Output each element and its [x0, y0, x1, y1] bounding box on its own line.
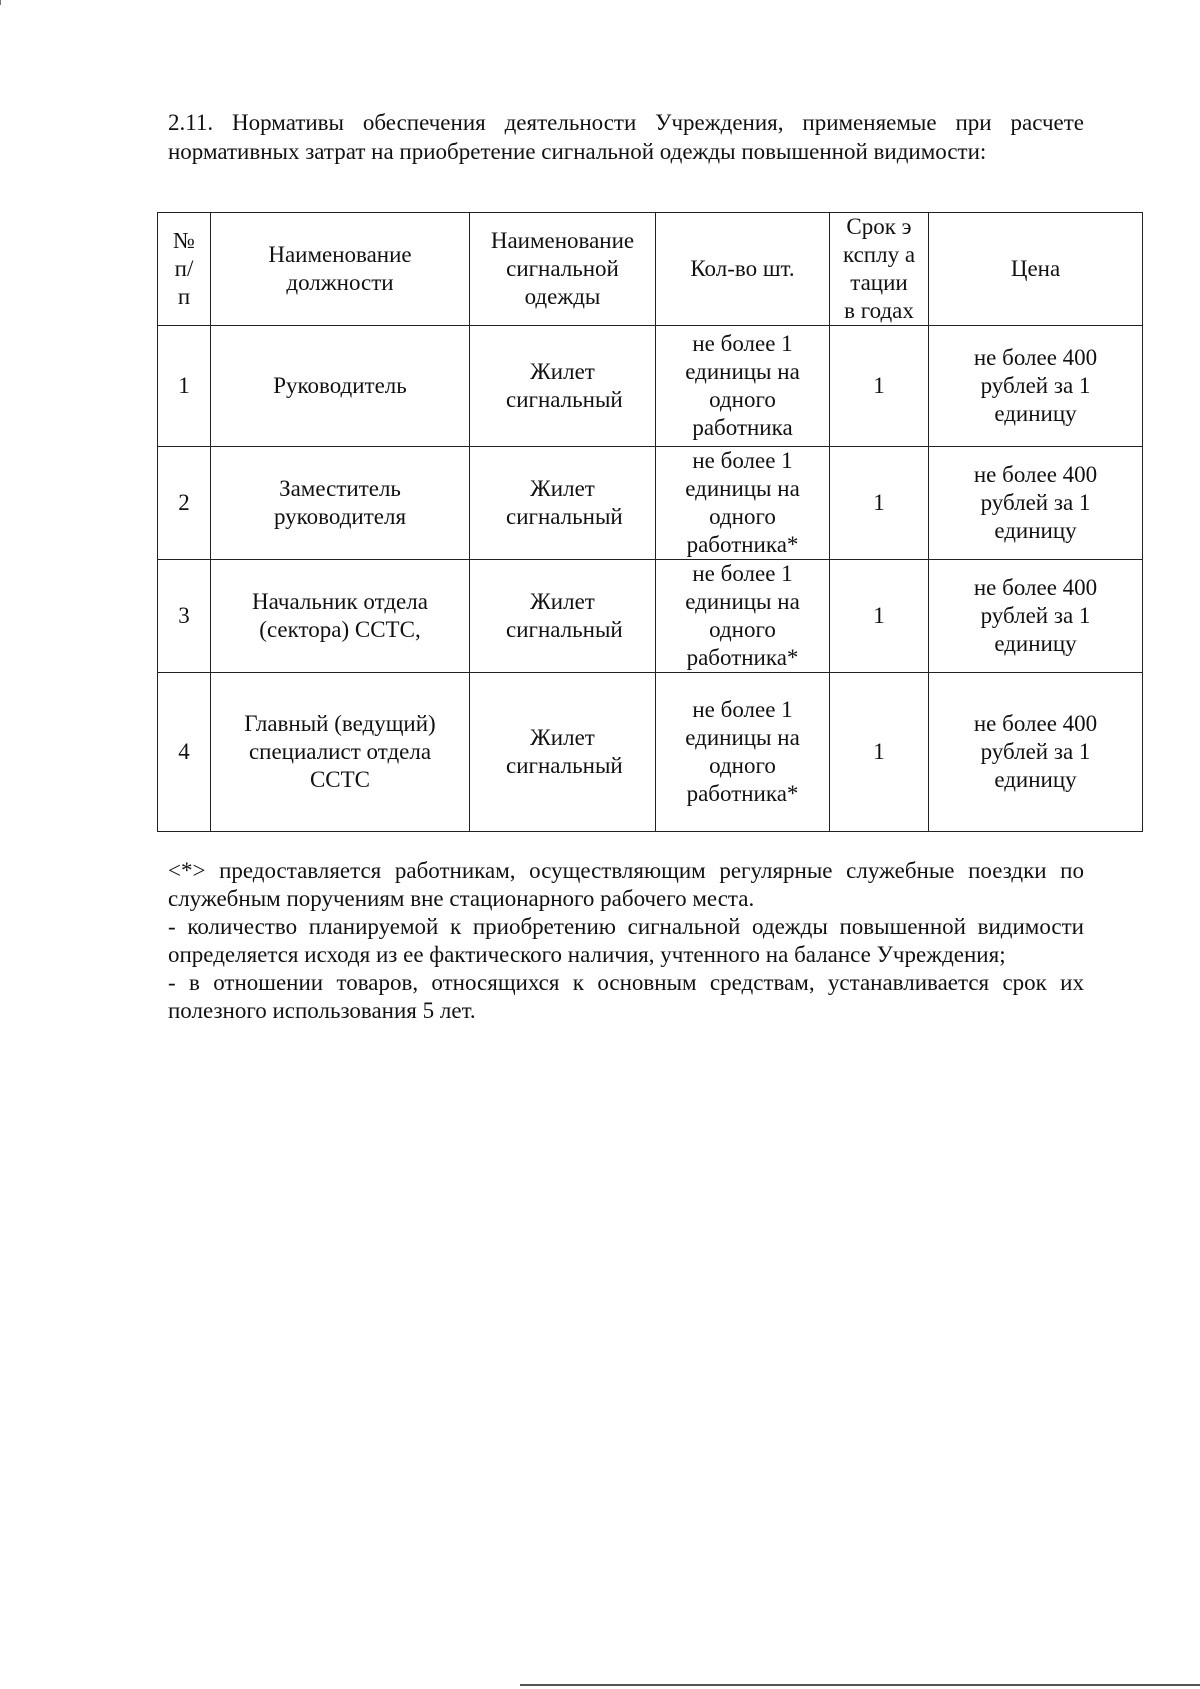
cell-position: Руководитель — [211, 326, 470, 447]
header-clothing: Наименование сигнальной одежды — [470, 213, 656, 326]
cell-number: 1 — [158, 326, 211, 447]
cell-clothing: Жилет сигнальный — [470, 560, 656, 673]
header-price: Цена — [929, 213, 1143, 326]
cell-quantity: не более 1 единицы на одного работника* — [656, 560, 830, 673]
cell-position: Начальник отдела (сектора) ССТС, — [211, 560, 470, 673]
header-number: № п/ п — [158, 213, 211, 326]
cell-position: Главный (ведущий) специалист отдела ССТС — [211, 673, 470, 832]
note-item-useful-life: - в отношении товаров, относящихся к основным средствам, устанавливается срок их полезного использования 5 лет. — [168, 970, 1084, 1023]
table-row — [158, 326, 1143, 447]
note-item-quantity: - количество планируемой к приобретению сигнальной одежды повышенной видимости определяется исходя из ее фактического наличия, учтенного на балансе Учреждения; — [168, 914, 1084, 967]
table-header-row — [158, 213, 1143, 326]
table-row — [158, 560, 1143, 673]
scan-edge-line — [520, 1684, 1200, 1686]
table-row — [158, 673, 1143, 832]
cell-term: 1 — [830, 447, 929, 560]
notes-section — [168, 857, 1084, 1025]
header-position: Наименование должности — [211, 213, 470, 326]
cell-clothing: Жилет сигнальный — [470, 673, 656, 832]
intro-paragraph — [168, 108, 1084, 166]
table-row — [158, 447, 1143, 560]
cell-quantity: не более 1 единицы на одного работника* — [656, 447, 830, 560]
scan-edge-mark — [0, 0, 1, 5]
cell-number: 2 — [158, 447, 211, 560]
norms-table — [157, 212, 1143, 832]
cell-price: не более 400 рублей за 1 единицу — [929, 673, 1143, 832]
cell-price: не более 400 рублей за 1 единицу — [929, 560, 1143, 673]
header-term: Срок эксплу атации в годах — [830, 213, 929, 326]
cell-term: 1 — [830, 560, 929, 673]
footnote-text: <*> предоставляется работникам, осуществляющим регулярные служебные поездки по служебным поручениям вне стационарного рабочего места. — [168, 858, 1084, 911]
cell-term: 1 — [830, 673, 929, 832]
cell-number: 4 — [158, 673, 211, 832]
cell-price: не более 400 рублей за 1 единицу — [929, 447, 1143, 560]
intro-text: 2.11. Нормативы обеспечения деятельности Учреждения, применяемые при расчете нормативных затрат на приобретение сигнальной одежды повышенной видимости: — [168, 110, 1084, 164]
cell-quantity: не более 1 единицы на одного работника — [656, 326, 830, 447]
cell-position: Заместитель руководителя — [211, 447, 470, 560]
cell-price: не более 400 рублей за 1 единицу — [929, 326, 1143, 447]
cell-number: 3 — [158, 560, 211, 673]
header-quantity: Кол-во шт. — [656, 213, 830, 326]
cell-clothing: Жилет сигнальный — [470, 326, 656, 447]
cell-quantity: не более 1 единицы на одного работника* — [656, 673, 830, 832]
cell-clothing: Жилет сигнальный — [470, 447, 656, 560]
cell-term: 1 — [830, 326, 929, 447]
